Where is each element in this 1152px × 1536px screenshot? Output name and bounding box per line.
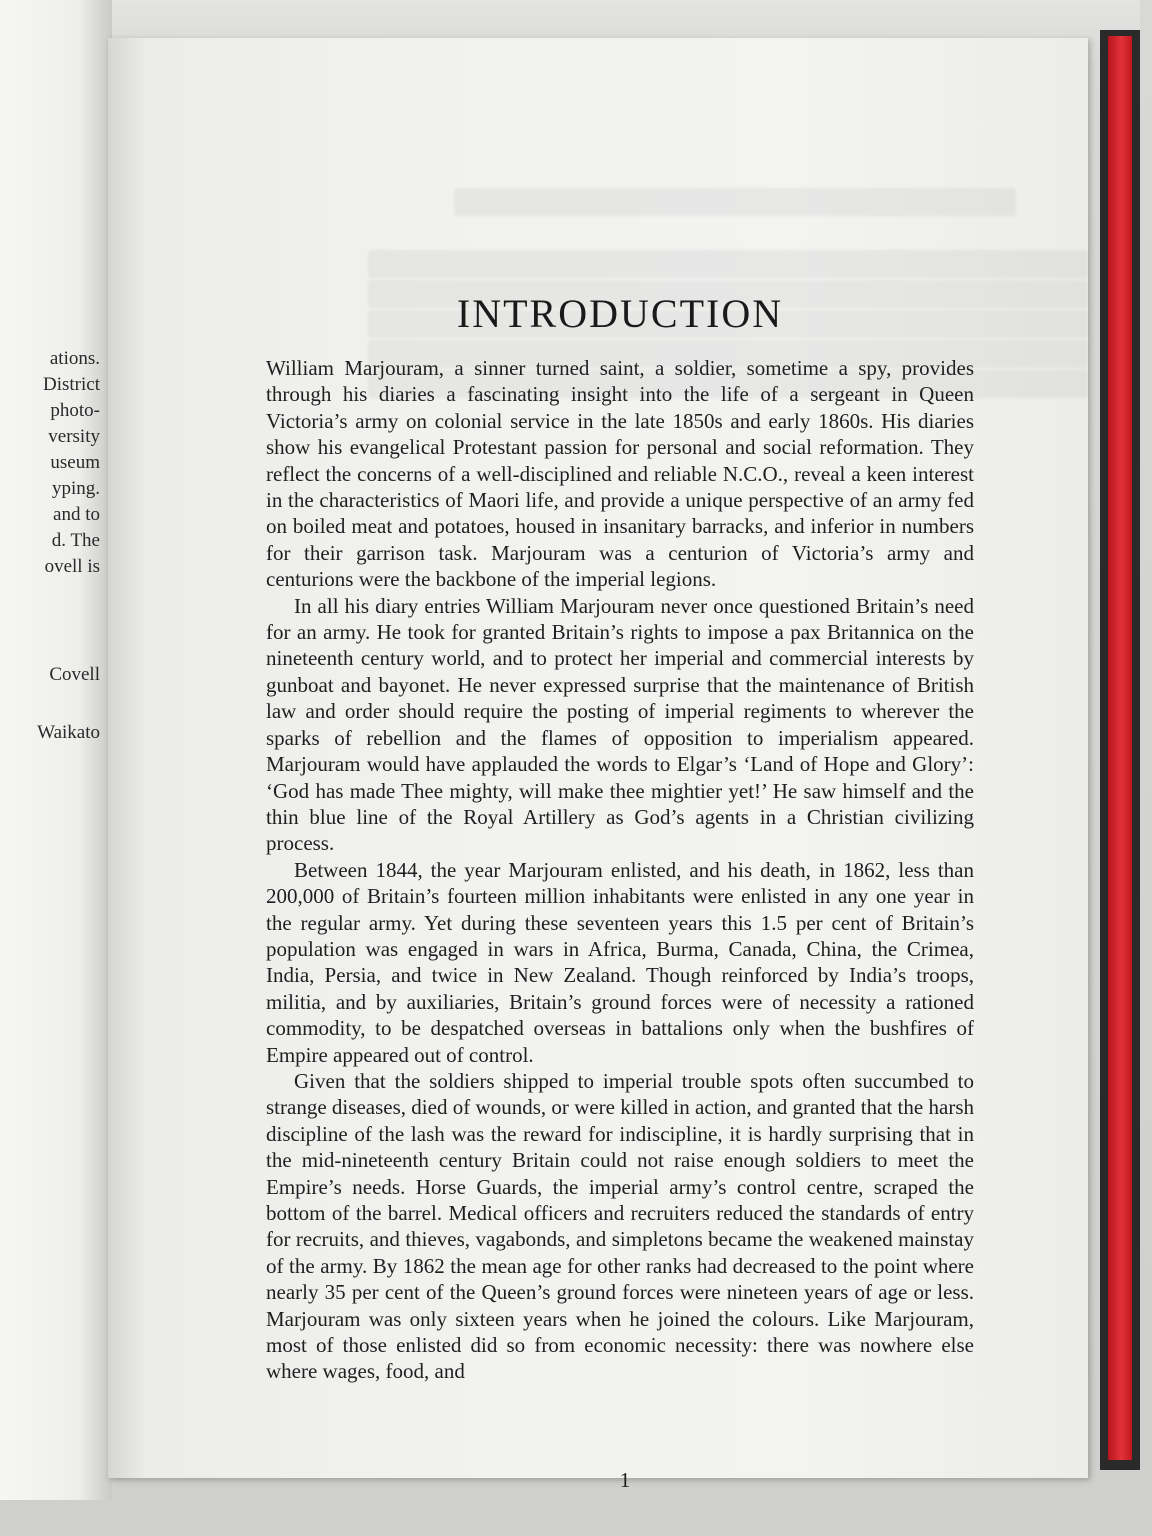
paragraph: Given that the soldiers shipped to imperial trouble spots often succumbed to strange diseases, died of wounds, or were killed in action, and granted that the harsh discipline of the lash was the reward for indiscipline, it is hardly surprising that in the mid-nineteenth century Britain could not raise enough soldiers to meet the Empire’s needs. Horse Guards, the imperial army’s control centre, scraped the bottom of the barrel. Medical officers and recruiters reduced the standards of entry for recruits, and thieves, vagabonds, and simpletons became the weakened mainstay of the army. By 1862 the mean age for other ranks had decreased to the point where nearly 35 per cent of the Queen’s ground forces were nineteen years of age or less. Marjouram was only sixteen years when he joined the colours. Like Marjouram, most of those enlisted did so from economic necessity: there was nowhere else where wages, food, and: [266, 1068, 974, 1384]
left-facing-page: [0, 0, 112, 1500]
left-page-fragment: versity: [48, 426, 100, 447]
left-page-fragment: useum: [50, 452, 100, 473]
left-page-fragment: yping.: [51, 478, 100, 499]
left-page-fragment: ovell is: [44, 556, 100, 577]
paragraph: William Marjouram, a sinner turned saint, a soldier, sometime a spy, provides through his diaries a fascinating insight into the life of a sergeant in Queen Victoria’s army on colonial service in the late 1850s and early 1860s. His diaries show his evangelical Protestant passion for personal and social reformation. They reflect the concerns of a well-disciplined and reliable N.C.O., reveal a keen interest in the characteristics of Maori life, and provide a unique perspective of an army fed on boiled meat and potatoes, housed in insanitary barracks, and inferior in numbers for their garrison task. Marjouram was a centurion of Victoria’s army and centurions were the backbone of the imperial legions.: [266, 356, 974, 592]
page-number: 1: [619, 1468, 631, 1492]
paragraph: In all his diary entries William Marjouram never once questioned Britain’s need for an army. He took for granted Britain’s rights to impose a pax Britannica on the nineteenth century world, and to protect her imperial and commercial interests by gunboat and bayonet. He never expressed surprise that the maintenance of British law and order should require the posting of imperial regiments to wherever the sparks of rebellion and the flames of opposition to imperialism appeared. Marjouram would have applauded the words to Elgar’s ‘Land of Hope and Glory’: ‘God has made Thee mighty, will make thee mightier yet!’ He saw himself and the thin blue line of the Royal Artillery as God’s agents in a Christian civilizing process.: [266, 593, 974, 856]
left-page-fragment: Waikato: [37, 722, 100, 743]
left-page-fragment: District: [43, 374, 100, 395]
left-page-fragment: d. The: [51, 530, 100, 551]
paragraph: Between 1844, the year Marjouram enlisted, and his death, in 1862, less than 200,000 of Britain’s fourteen million inhabitants were enlisted in any one year in the regular army. Yet during these seventeen years this 1.5 per cent of Britain’s population was engaged in wars in Africa, Burma, Canada, China, the Crimea, India, Persia, and twice in New Zealand. Though reinforced by India’s troops, militia, and by auxiliaries, Britain’s ground forces were of necessity a rationed commodity, to be despatched overseas in battalions only when the bushfires of Empire appeared out of control.: [266, 857, 974, 1067]
left-page-fragment: and to: [53, 504, 100, 525]
left-page-fragment: photo-: [50, 400, 100, 421]
red-book-edge: [1108, 36, 1132, 1460]
page-content: [266, 290, 974, 1385]
left-page-fragment: Covell: [49, 664, 100, 685]
left-page-fragment: ations.: [49, 348, 100, 369]
chapter-heading: INTRODUCTION: [456, 291, 784, 336]
